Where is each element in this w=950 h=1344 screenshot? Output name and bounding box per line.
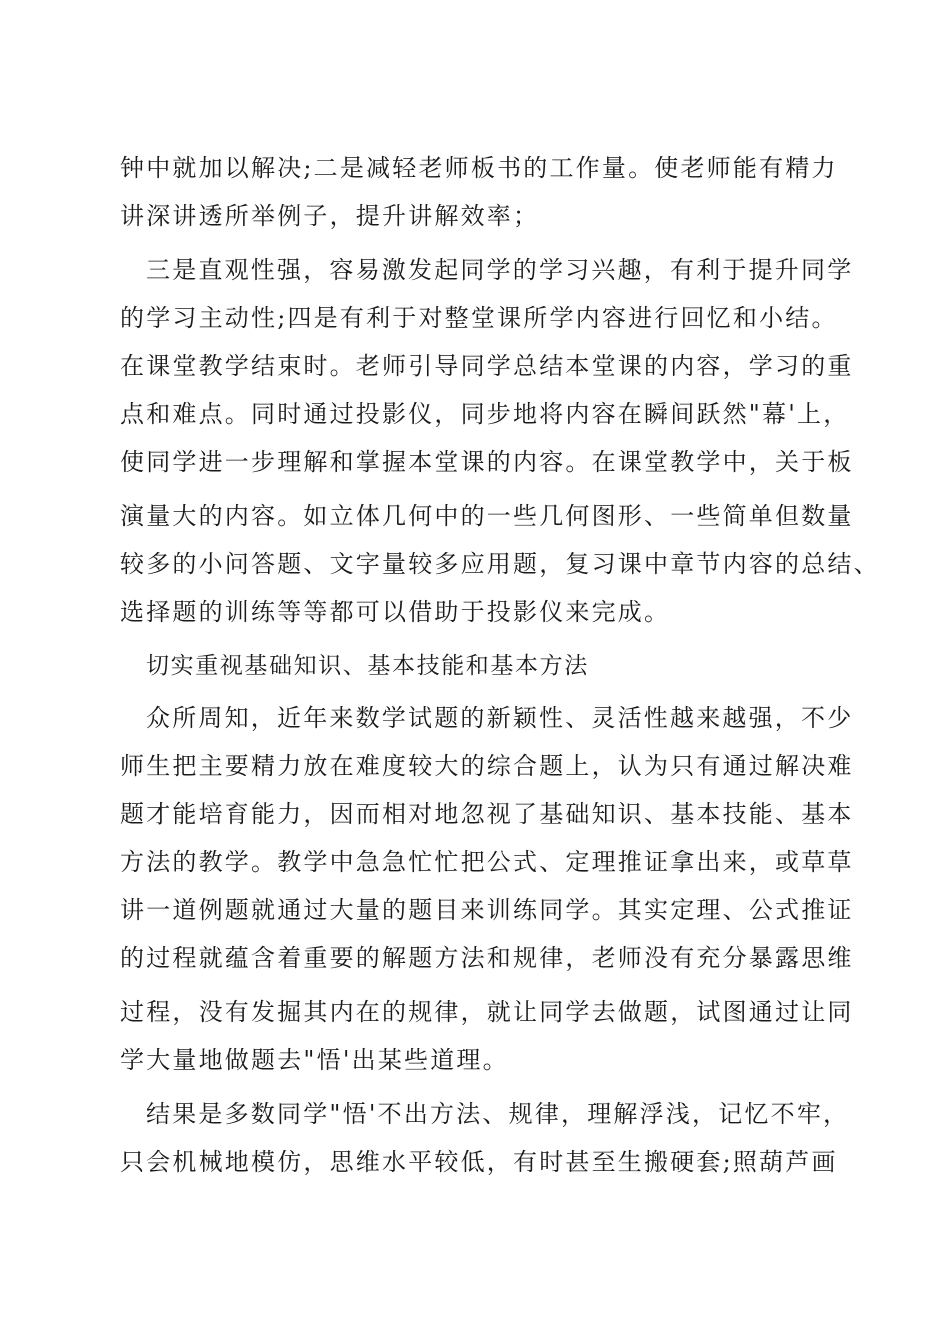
section-heading: 切实重视基础知识、基本技能和基本方法 <box>146 653 589 679</box>
text-line: 选择题的训练等等都可以借助于投影仪来完成。 <box>120 598 671 626</box>
text-line: 学大量地做题去"悟'出某些道理。 <box>120 1046 509 1074</box>
text-line: 讲一道例题就通过大量的题目来训练同学。其实定理、公式推证 <box>120 896 854 924</box>
text-line: 的过程就蕴含着重要的解题方法和规律，老师没有充分暴露思维 <box>120 944 854 972</box>
text-line: 讲深讲透所举例子，提升讲解效率； <box>120 202 540 230</box>
text-line: 师生把主要精力放在难度较大的综合题上，认为只有通过解决难 <box>120 752 854 780</box>
paragraph-start-line: 众所周知，近年来数学试题的新颖性、灵活性越来越强，不少 <box>146 704 854 732</box>
text-line: 使同学进一步理解和掌握本堂课的内容。在课堂教学中，关于板 <box>120 448 854 476</box>
text-line: 的学习主动性;四是有利于对整堂课所学内容进行回忆和小结。 <box>120 304 838 332</box>
text-line: 过程，没有发掘其内在的规律，就让同学去做题，试图通过让同 <box>120 998 854 1026</box>
text-line: 演量大的内容。如立体几何中的一些几何图形、一些简单但数量 <box>120 502 854 530</box>
text-line: 方法的教学。教学中急急忙忙把公式、定理推证拿出来，或草草 <box>120 848 854 876</box>
paragraph-start-line: 结果是多数同学"悟'不出方法、规律，理解浮浅，记忆不牢， <box>146 1100 850 1128</box>
text-line: 在课堂教学结束时。老师引导同学总结本堂课的内容，学习的重 <box>120 352 854 380</box>
paragraph-start-line: 三是直观性强，容易激发起同学的学习兴趣，有利于提升同学 <box>146 256 854 284</box>
text-line: 钟中就加以解决;二是减轻老师板书的工作量。使老师能有精力 <box>120 154 838 182</box>
text-line: 较多的小问答题、文字量较多应用题，复习课中章节内容的总结、 <box>120 550 880 578</box>
text-line: 点和难点。同时通过投影仪，同步地将内容在瞬间跃然"幕'上， <box>120 400 850 428</box>
text-line: 题才能培育能力，因而相对地忽视了基础知识、基本技能、基本 <box>120 800 854 828</box>
text-line: 只会机械地模仿，思维水平较低，有时甚至生搬硬套;照葫芦画 <box>120 1148 838 1176</box>
